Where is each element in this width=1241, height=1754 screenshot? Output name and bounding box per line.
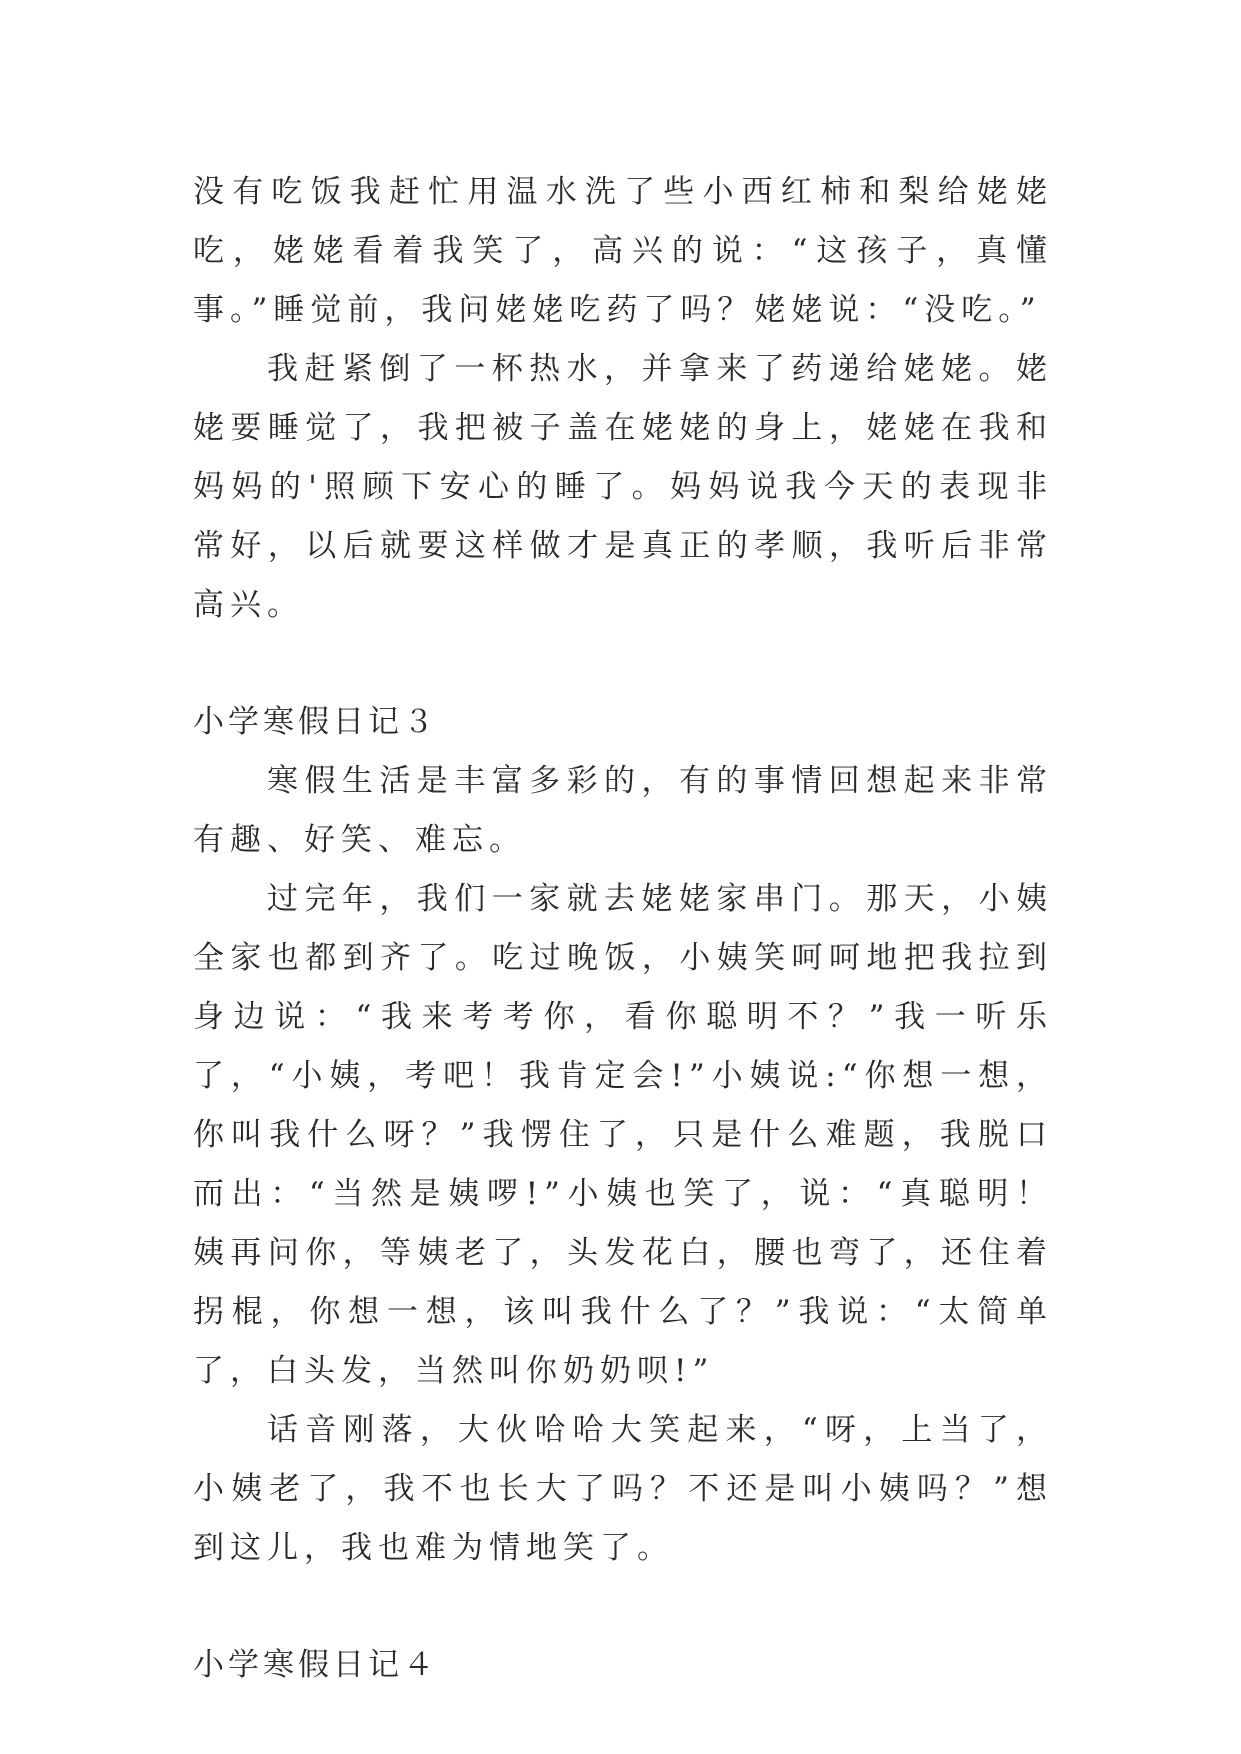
paragraph: 没有吃饭我赶忙用温水洗了些小西红柿和梨给姥姥吃，姥姥看着我笑了，高兴的说：“这孩子，真懂事。”睡觉前，我问姥姥吃药了吗？姥姥说：“没吃。” <box>193 174 1053 328</box>
section-heading: 小学寒假日记３ <box>193 704 438 740</box>
paragraph: 寒假生活是丰富多彩的，有的事情回想起来非常有趣、好笑、难忘。 <box>193 763 1053 858</box>
paragraph: 过完年，我们一家就去姥姥家串门。那天，小姨全家也都到齐了。吃过晚饭，小姨笑呵呵地把我拉到身边说：“我来考考你，看你聪明不？”我一听乐了，“小姨，考吧！我肯定会!”小姨说:“你想一想，你叫我什么呀？”我愣住了，只是什么难题，我脱口而出：“当然是姨啰!”小姨也笑了，说：“真聪明！姨再问你，等姨老了，头发花白，腰也弯了，还住着拐棍，你想一想，该叫我什么了？”我说：“太简单了，白头发，当然叫你奶奶呗!” <box>193 881 1053 1389</box>
section-gap <box>193 1578 1053 1636</box>
section-heading: 小学寒假日记４ <box>193 1647 438 1683</box>
paragraph: 话音刚落，大伙哈哈大笑起来，“呀，上当了，小姨老了，我不也长大了吗？不还是叫小姨吗？”想到这儿，我也难为情地笑了。 <box>193 1412 1053 1566</box>
section-gap <box>193 635 1053 693</box>
document-body <box>193 163 1053 1695</box>
paragraph: 我赶紧倒了一杯热水，并拿来了药递给姥姥。姥姥要睡觉了，我把被子盖在姥姥的身上，姥姥在我和妈妈的'照顾下安心的睡了。妈妈说我今天的表现非常好，以后就要这样做才是真正的孝顺，我听后非常高兴。 <box>193 351 1053 623</box>
